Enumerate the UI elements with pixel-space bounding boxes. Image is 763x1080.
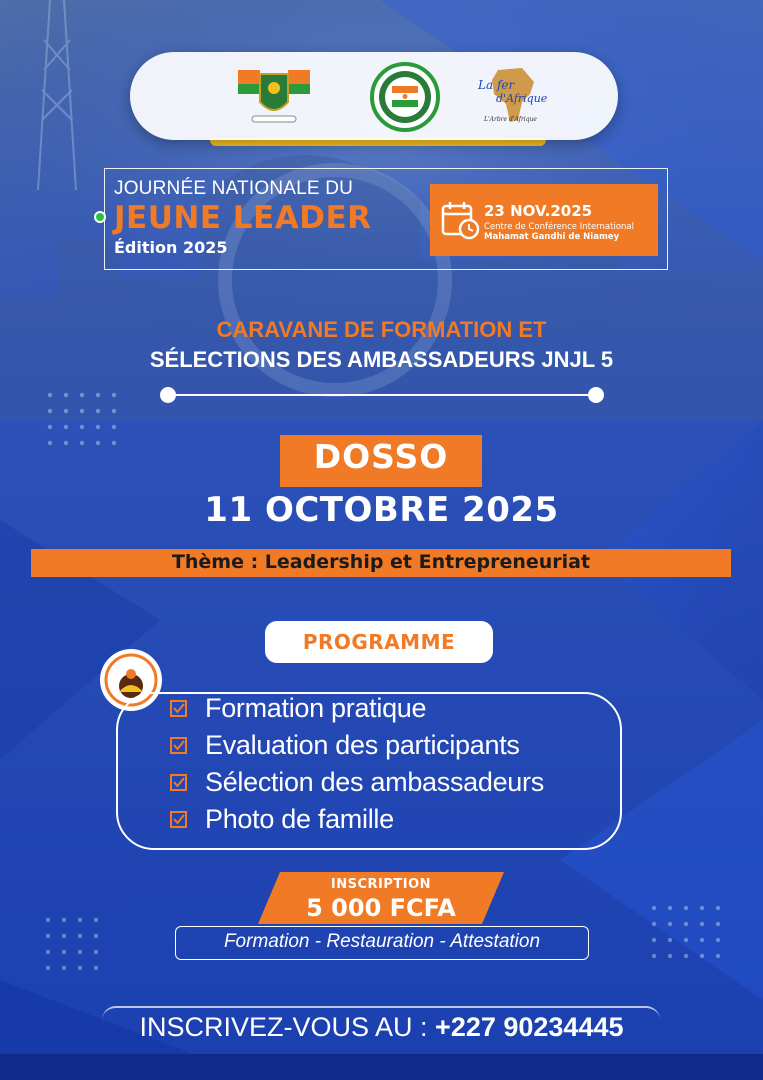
list-item-text: Photo de famille — [205, 803, 394, 834]
la-fer-d-afrique-logo-icon — [478, 66, 548, 128]
theme-text: Thème : Leadership et Entrepreneuriat — [171, 551, 591, 573]
event-venue — [484, 222, 654, 242]
list-item-text: Formation pratique — [205, 692, 427, 723]
logo-text-bottom: L'Arbre d'Afrique — [484, 116, 537, 123]
caravane-title-line1: CARAVANE DE FORMATION ET — [216, 317, 547, 342]
caravane-title-line2: SÉLECTIONS DES AMBASSADEURS JNJL 5 — [149, 347, 614, 372]
list-item — [170, 802, 394, 836]
list-item-text: Evaluation des participants — [205, 729, 520, 760]
event-venue-line2: Mahamat Gandhi de Niamey — [484, 232, 620, 242]
event-dot — [94, 211, 106, 223]
checkbox-checked-icon — [170, 774, 187, 791]
event-date-box — [430, 184, 658, 256]
event-venue-line1: Centre de Conférence International — [484, 222, 634, 232]
calendar-clock-icon — [440, 200, 480, 240]
inscription-label: INSCRIPTION — [330, 877, 432, 892]
logo-text-top: La fer — [478, 78, 515, 92]
event-title-line1: JOURNÉE NATIONALE DU — [114, 178, 354, 199]
niger-coat-of-arms-icon — [232, 64, 316, 130]
logo-bar — [130, 52, 618, 140]
list-item — [170, 765, 544, 799]
checkbox-checked-icon — [170, 811, 187, 828]
list-item-text: Sélection des ambassadeurs — [205, 766, 544, 797]
divider-line — [158, 385, 606, 405]
event-date: 23 NOV.2025 — [484, 202, 593, 220]
solidarity-ministry-seal-icon — [370, 62, 440, 132]
event-edition: Édition 2025 — [114, 238, 228, 257]
event-title-line2: JEUNE LEADER — [114, 200, 372, 236]
list-item — [170, 691, 426, 725]
programme-title: PROGRAMME — [302, 630, 456, 654]
benefits-text: Formation - Restauration - Attestation — [223, 931, 541, 952]
list-item — [170, 728, 520, 762]
caravane-date: 11 OCTOBRE 2025 — [204, 490, 559, 530]
contact-line — [0, 1012, 763, 1043]
logo-text-mid: d'Afrique — [496, 92, 548, 105]
checkbox-checked-icon — [170, 737, 187, 754]
contact-phone[interactable]: +227 90234445 — [435, 1012, 624, 1042]
checkbox-checked-icon — [170, 700, 187, 717]
inscription-price: 5 000 FCFA — [306, 894, 456, 922]
city-name: DOSSO — [313, 437, 449, 476]
contact-prefix: INSCRIVEZ-VOUS AU : — [139, 1012, 436, 1042]
